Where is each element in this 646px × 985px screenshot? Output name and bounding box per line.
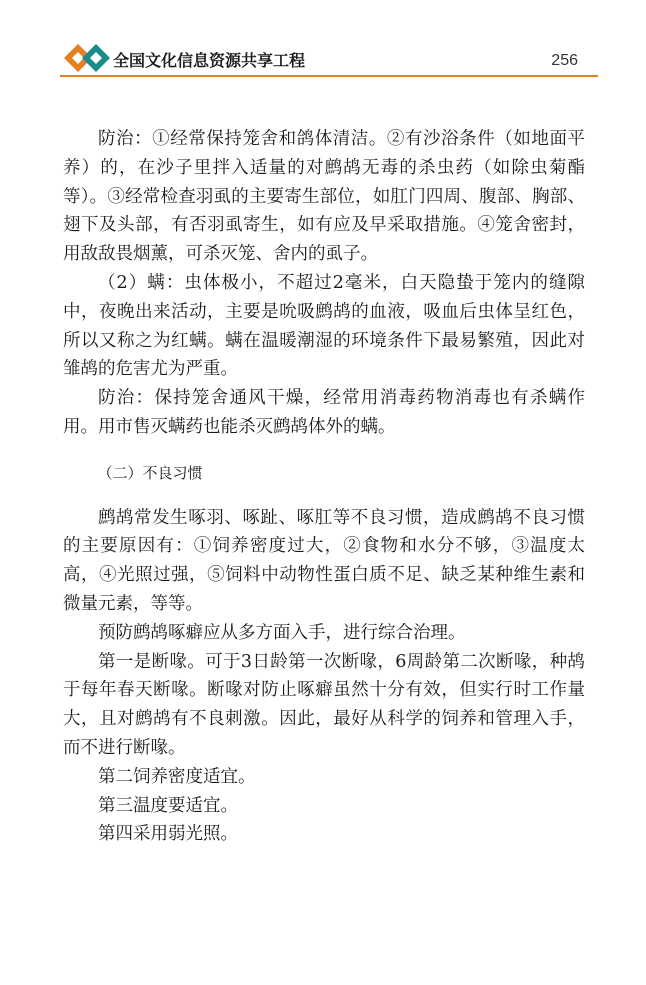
header-rule: [60, 75, 598, 77]
project-logo-icon: [60, 38, 116, 78]
header-title: 全国文化信息资源共享工程: [113, 51, 306, 70]
page-body: [63, 125, 585, 849]
paragraph: 第一是断喙。可于3日龄第一次断喙，6周龄第二次断喙，种鸪于每年春天断喙。断喙对防止啄癖虽然十分有效，但实行时工作量大，且对鹧鸪有不良刺激。因此，最好从科学的饲养和管理入手，而不进行断喙。: [63, 651, 585, 758]
paragraph: 第二饲养密度适宜。: [98, 766, 256, 787]
page-number: 256: [551, 52, 578, 69]
paragraph: 预防鹧鸪啄癖应从多方面入手，进行综合治理。: [98, 622, 466, 643]
section-heading: （二）不良习惯: [97, 463, 203, 482]
paragraph: 防治：①经常保持笼舍和鸽体清洁。②有沙浴条件（如地面平养）的，在沙子里拌入适量的对鹧鸪无毒的杀虫药（如除虫菊酯等）。③经常检查羽虱的主要寄生部位，如肛门四周、腹部、胸部、翅下及头部，有否羽虱寄生，如有应及早采取措施。④笼舍密封，用敌敌畏烟薰，可杀灭笼、舍内的虱子。: [63, 129, 585, 265]
paragraph: 第四采用弱光照。: [98, 824, 238, 845]
paragraph: 防治：保持笼舍通风干燥，经常用消毒药物消毒也有杀螨作用。用市售灭螨药也能杀灭鹧鸪体外的螨。: [63, 388, 585, 437]
paragraph: 鹧鸪常发生啄羽、啄趾、啄肛等不良习惯，造成鹧鸪不良习惯的主要原因有：①饲养密度过大，②食物和水分不够，③温度太高，④光照过强，⑤饲料中动物性蛋白质不足、缺乏某种维生素和微量元素，等等。: [63, 507, 585, 614]
paragraph: （2）螨：虫体极小，不超过2毫米，白天隐蛰于笼内的缝隙中，夜晚出来活动，主要是吮吸鹧鸪的血液，吸血后虫体呈红色，所以又称之为红螨。螨在温暖潮湿的环境条件下最易繁殖，因此对雏鸪的危害尤为严重。: [63, 272, 585, 380]
page-header: [0, 0, 646, 80]
paragraph: 第三温度要适宜。: [98, 795, 238, 816]
